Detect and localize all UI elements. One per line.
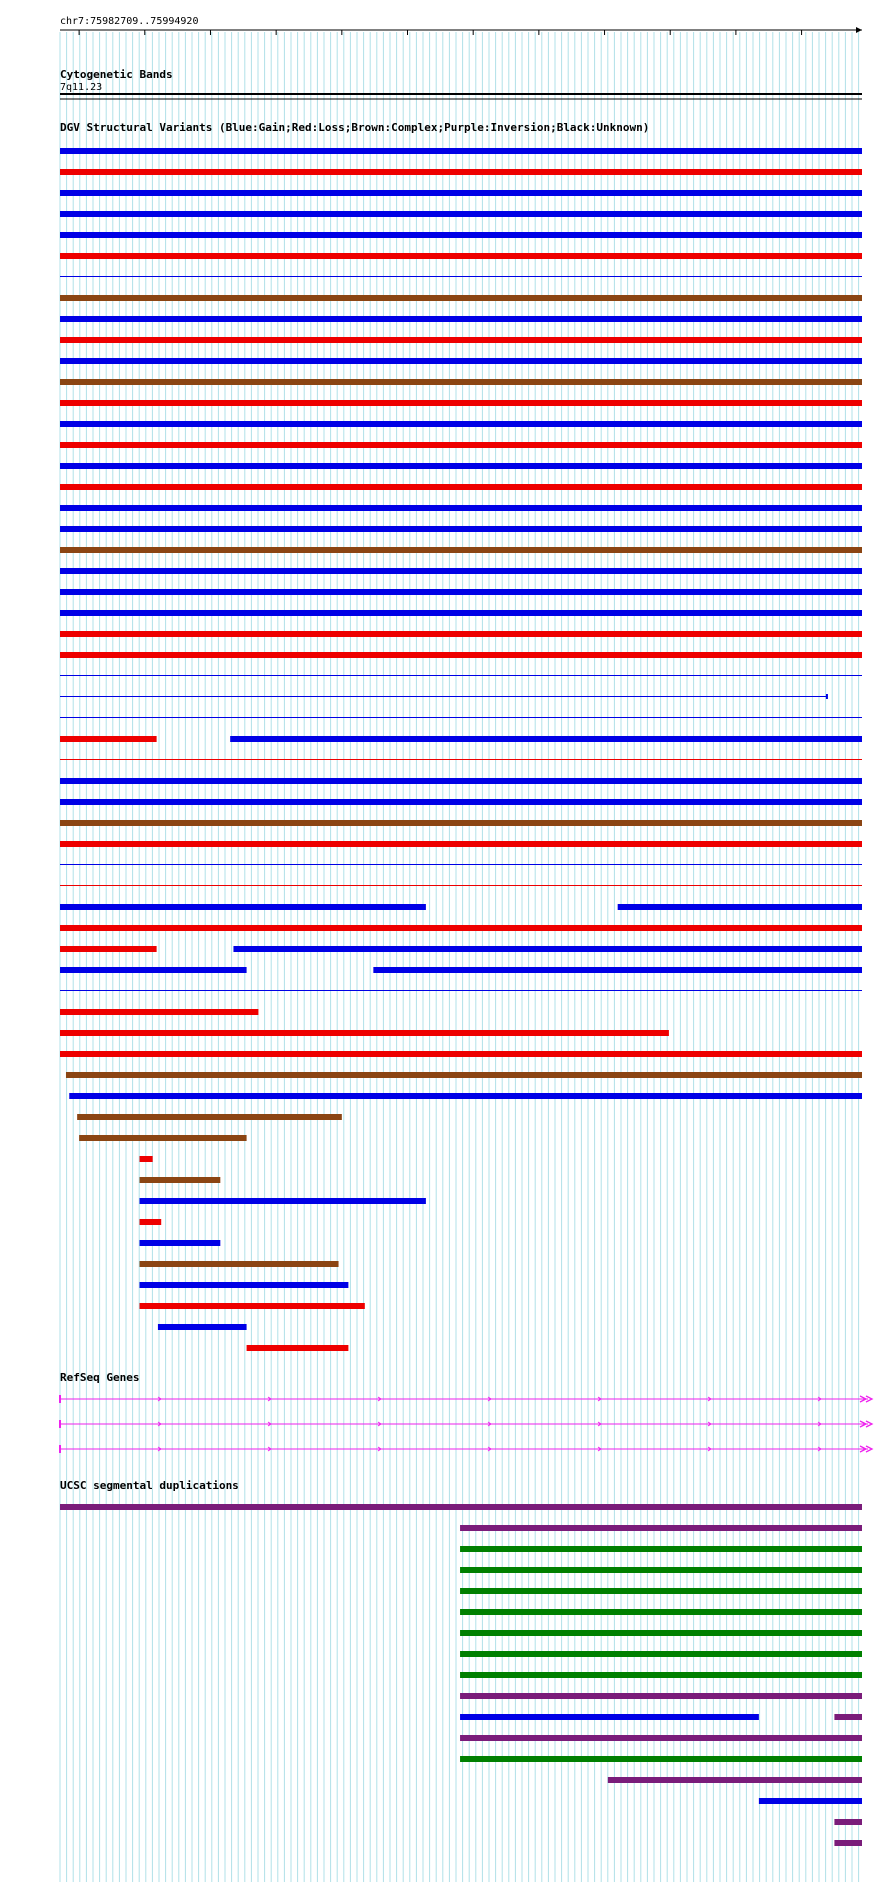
dgv-variant[interactable]: [140, 1198, 426, 1204]
dgv-variant[interactable]: [60, 358, 862, 364]
dgv-variant[interactable]: [60, 190, 862, 196]
dgv-variant-bar: [60, 400, 862, 406]
dgv-variant[interactable]: [60, 463, 862, 469]
dgv-variant[interactable]: [60, 295, 862, 301]
dgv-variant-bar: [60, 526, 862, 532]
dgv-variant-bar: [140, 1219, 162, 1225]
dgv-variant[interactable]: [60, 400, 862, 406]
dgv-variant[interactable]: [60, 421, 862, 427]
dgv-variant-bar: [140, 1282, 349, 1288]
segdup-bar: [460, 1630, 862, 1636]
dgv-variant[interactable]: [140, 1219, 162, 1225]
segdup-feature[interactable]: [460, 1651, 862, 1657]
dgv-variant-bar: [60, 1051, 862, 1057]
segdup-track-title: UCSC segmental duplications: [60, 1479, 239, 1492]
dgv-variant-bar: [60, 1030, 669, 1036]
dgv-variant[interactable]: [60, 799, 862, 805]
dgv-variant[interactable]: [66, 1072, 862, 1078]
dgv-variant[interactable]: [140, 1240, 221, 1246]
dgv-variant-bar: [140, 1177, 221, 1183]
dgv-variant-bar: [60, 568, 862, 574]
segdup-feature[interactable]: [834, 1840, 862, 1846]
segdup-bar: [60, 1504, 862, 1510]
dgv-variant-bar: [60, 358, 862, 364]
ruler: [60, 16, 862, 35]
dgv-variant-bar: [60, 379, 862, 385]
dgv-variant[interactable]: [60, 925, 862, 931]
dgv-variant-bar: [373, 967, 862, 973]
dgv-variant[interactable]: [60, 232, 862, 238]
dgv-variant-bar: [140, 1240, 221, 1246]
dgv-variant-bar: [60, 148, 862, 154]
dgv-variant-bar: [60, 463, 862, 469]
dgv-variant[interactable]: [69, 1093, 862, 1099]
dgv-variant[interactable]: [60, 253, 862, 259]
dgv-variant[interactable]: [79, 1135, 246, 1141]
dgv-variant[interactable]: [60, 169, 862, 175]
dgv-variant-bar: [618, 904, 862, 910]
cytoband-bar: [60, 93, 862, 95]
segdup-feature[interactable]: [460, 1588, 862, 1594]
dgv-variant-bar: [60, 1009, 258, 1015]
dgv-variant[interactable]: [60, 526, 862, 532]
segdup-feature[interactable]: [834, 1819, 862, 1825]
refseq-gene[interactable]: [59, 1395, 872, 1403]
dgv-variant[interactable]: [140, 1177, 221, 1183]
dgv-variant-bar: [60, 589, 862, 595]
dgv-variant-bar: [60, 484, 862, 490]
position-label: chr7:75982709..75994920: [60, 16, 199, 27]
dgv-variant[interactable]: [60, 820, 862, 826]
dgv-variant-bar: [247, 1345, 349, 1351]
dgv-variant-bar: [158, 1324, 247, 1330]
dgv-variant-bar: [60, 442, 862, 448]
segdup-bar: [460, 1567, 862, 1573]
cytoband-label: 7q11.23: [60, 82, 103, 93]
dgv-variant[interactable]: [60, 316, 862, 322]
segdup-feature[interactable]: [460, 1525, 862, 1531]
dgv-variant-bar: [60, 253, 862, 259]
dgv-variant-bar: [60, 505, 862, 511]
dgv-track[interactable]: [60, 121, 862, 1351]
dgv-variant-bar: [230, 736, 862, 742]
dgv-variant[interactable]: [60, 778, 862, 784]
dgv-variant-bar: [140, 1261, 339, 1267]
segdup-bar: [834, 1819, 862, 1825]
dgv-variant-bar: [60, 631, 862, 637]
segdup-track[interactable]: [60, 1479, 862, 1846]
segdup-bar: [460, 1672, 862, 1678]
dgv-variant[interactable]: [60, 211, 862, 217]
dgv-variant[interactable]: [60, 694, 828, 699]
refseq-gene[interactable]: [59, 1420, 872, 1428]
refseq-gene[interactable]: [59, 1445, 872, 1453]
cytoband-track-title: Cytogenetic Bands: [60, 68, 173, 81]
dgv-variant-bar: [77, 1114, 342, 1120]
segdup-bar: [608, 1777, 862, 1783]
segdup-bar: [460, 1693, 862, 1699]
refseq-gene-exon: [59, 1395, 61, 1403]
dgv-variant-bar: [79, 1135, 246, 1141]
segdup-bar: [460, 1735, 862, 1741]
dgv-variant-bar: [233, 946, 862, 952]
segdup-feature[interactable]: [608, 1777, 862, 1783]
dgv-variant[interactable]: [60, 442, 862, 448]
dgv-variant-bar: [60, 778, 862, 784]
dgv-variant[interactable]: [60, 946, 157, 952]
segdup-bar: [834, 1840, 862, 1846]
dgv-variant[interactable]: [60, 547, 862, 553]
dgv-variant-bar: [60, 652, 862, 658]
segdup-feature[interactable]: [834, 1714, 862, 1720]
dgv-variant[interactable]: [373, 967, 862, 973]
dgv-variant-bar: [69, 1093, 862, 1099]
dgv-variant-end-mark: [826, 694, 828, 699]
dgv-variant[interactable]: [60, 1009, 258, 1015]
segdup-feature[interactable]: [460, 1693, 862, 1699]
dgv-variant-bar: [60, 904, 426, 910]
refseq-gene-exon: [59, 1420, 61, 1428]
segdup-feature[interactable]: [460, 1672, 862, 1678]
segdup-bar: [460, 1756, 862, 1762]
dgv-variant[interactable]: [60, 736, 157, 742]
dgv-variant[interactable]: [140, 1261, 339, 1267]
dgv-variant-bar: [60, 946, 157, 952]
dgv-variant[interactable]: [60, 589, 862, 595]
dgv-variant[interactable]: [140, 1303, 365, 1309]
segdup-feature[interactable]: [460, 1630, 862, 1636]
dgv-variant-bar: [60, 295, 862, 301]
segdup-feature[interactable]: [759, 1798, 862, 1804]
dgv-variant[interactable]: [60, 1051, 862, 1057]
dgv-variant-bar: [60, 232, 862, 238]
dgv-variant[interactable]: [60, 568, 862, 574]
dgv-variant[interactable]: [60, 337, 862, 343]
segdup-bar: [834, 1714, 862, 1720]
segdup-bar: [460, 1714, 759, 1720]
segdup-bar: [460, 1525, 862, 1531]
dgv-variant[interactable]: [140, 1282, 349, 1288]
dgv-variant[interactable]: [140, 1156, 153, 1162]
dgv-variant-bar: [60, 610, 862, 616]
dgv-variant-bar: [60, 316, 862, 322]
dgv-variant[interactable]: [60, 484, 862, 490]
dgv-variant[interactable]: [60, 1030, 669, 1036]
refseq-gene-exon: [59, 1445, 61, 1453]
dgv-variant[interactable]: [60, 631, 862, 637]
segdup-feature[interactable]: [460, 1546, 862, 1552]
dgv-variant-bar: [66, 1072, 862, 1078]
dgv-variant[interactable]: [230, 736, 862, 742]
segdup-bar: [460, 1651, 862, 1657]
dgv-variant-bar: [60, 736, 157, 742]
dgv-track-title: DGV Structural Variants (Blue:Gain;Red:Loss;Brown:Complex;Purple:Inversion;Black:Unknown): [60, 121, 650, 134]
dgv-variant[interactable]: [60, 841, 862, 847]
dgv-variant[interactable]: [77, 1114, 342, 1120]
dgv-variant-bar: [60, 421, 862, 427]
segdup-feature[interactable]: [460, 1735, 862, 1741]
dgv-variant-bar: [60, 925, 862, 931]
cytoband-track[interactable]: [60, 68, 862, 99]
segdup-bar: [460, 1546, 862, 1552]
dgv-variant[interactable]: [60, 379, 862, 385]
segdup-feature[interactable]: [460, 1609, 862, 1615]
dgv-variant-bar: [60, 337, 862, 343]
dgv-variant[interactable]: [60, 904, 426, 910]
segdup-feature[interactable]: [460, 1567, 862, 1573]
dgv-variant-bar: [60, 799, 862, 805]
dgv-variant-bar: [140, 1198, 426, 1204]
dgv-variant[interactable]: [60, 610, 862, 616]
dgv-variant-bar: [60, 169, 862, 175]
segdup-feature[interactable]: [460, 1756, 862, 1762]
segdup-bar: [759, 1798, 862, 1804]
dgv-variant-bar: [60, 547, 862, 553]
segdup-feature[interactable]: [460, 1714, 759, 1720]
dgv-variant[interactable]: [60, 505, 862, 511]
refseq-track[interactable]: [59, 1371, 872, 1453]
dgv-variant-bar: [60, 841, 862, 847]
dgv-variant[interactable]: [60, 967, 247, 973]
dgv-variant[interactable]: [158, 1324, 247, 1330]
dgv-variant-bar: [60, 190, 862, 196]
dgv-variant-bar: [60, 967, 247, 973]
dgv-variant-bar: [140, 1303, 365, 1309]
background-gridlines: [60, 32, 859, 1882]
dgv-variant-bar: [140, 1156, 153, 1162]
dgv-variant-bar: [60, 820, 862, 826]
dgv-variant[interactable]: [618, 904, 862, 910]
dgv-variant[interactable]: [233, 946, 862, 952]
segdup-bar: [460, 1609, 862, 1615]
refseq-track-title: RefSeq Genes: [60, 1371, 140, 1384]
dgv-variant-bar: [60, 211, 862, 217]
dgv-variant[interactable]: [60, 148, 862, 154]
segdup-feature[interactable]: [60, 1504, 862, 1510]
dgv-variant[interactable]: [247, 1345, 349, 1351]
dgv-variant[interactable]: [60, 652, 862, 658]
segdup-bar: [460, 1588, 862, 1594]
